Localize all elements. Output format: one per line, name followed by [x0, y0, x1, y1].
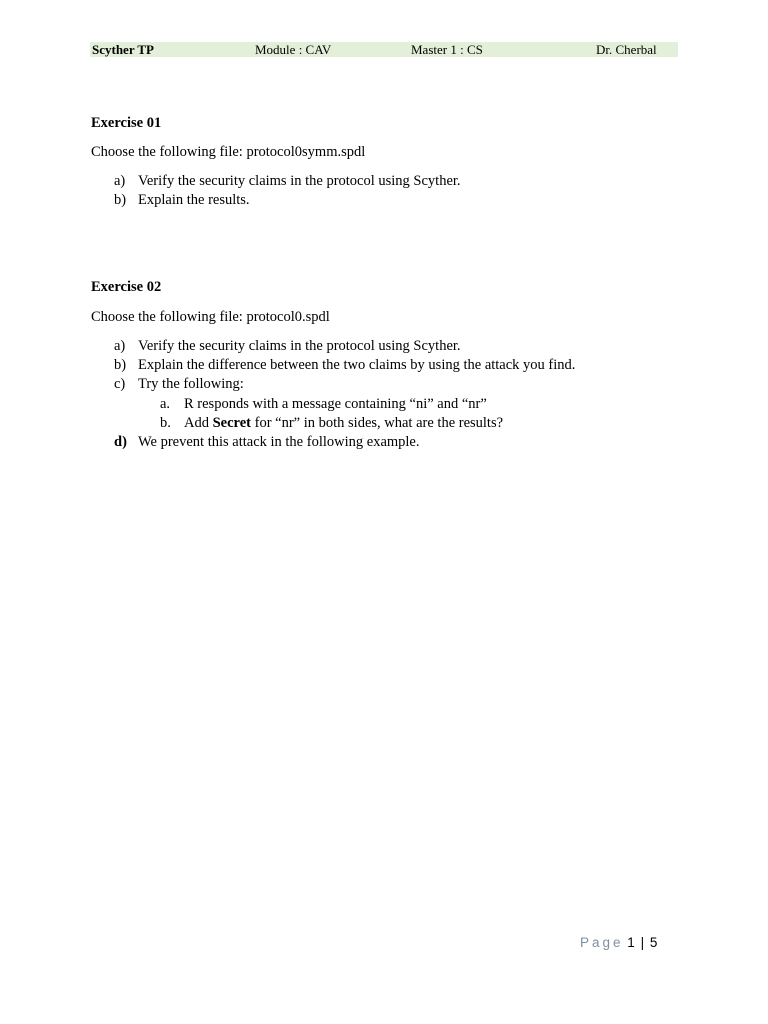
list-marker: b) [114, 192, 127, 208]
sublist-text: R responds with a message containing “ni” and “nr” [184, 396, 487, 412]
list-marker: a) [114, 338, 126, 354]
exercise-1-intro: Choose the following file: protocol0symm.spdl [91, 144, 366, 160]
sublist-text-pre: Add [184, 415, 213, 431]
list-marker: b) [114, 357, 127, 373]
sublist-text-post: for “nr” in both sides, what are the results? [250, 415, 504, 431]
sublist-text [184, 415, 503, 432]
exercise-1-title: Exercise 01 [91, 115, 162, 131]
page-footer [580, 935, 657, 950]
list-marker: c) [114, 376, 126, 392]
list-text: Try the following: [138, 376, 244, 392]
exercise-2-intro: Choose the following file: protocol0.spdl [91, 309, 330, 325]
page-separator: | [640, 935, 645, 950]
header-title: Scyther TP [92, 42, 154, 57]
list-text: Explain the results. [138, 192, 250, 208]
page-total: 5 [649, 935, 658, 950]
page-label: Page [580, 935, 624, 950]
sublist-text-bold: Secret [212, 415, 251, 431]
page-number: 1 [627, 935, 635, 950]
header-module: Module : CAV [255, 42, 332, 57]
exercise-2-title: Exercise 02 [91, 279, 162, 295]
list-text: Verify the security claims in the protocol using Scyther. [138, 173, 461, 189]
sublist-marker: a. [160, 396, 171, 412]
list-text: We prevent this attack in the following example. [138, 434, 420, 450]
header-level: Master 1 : CS [411, 42, 483, 57]
list-text: Verify the security claims in the protocol using Scyther. [138, 338, 461, 354]
list-marker: a) [114, 173, 126, 189]
sublist-marker: b. [160, 415, 171, 431]
list-text: Explain the difference between the two claims by using the attack you find. [138, 357, 576, 373]
header-author: Dr. Cherbal [596, 42, 657, 57]
page-header [90, 42, 678, 57]
list-marker: d) [114, 434, 127, 450]
